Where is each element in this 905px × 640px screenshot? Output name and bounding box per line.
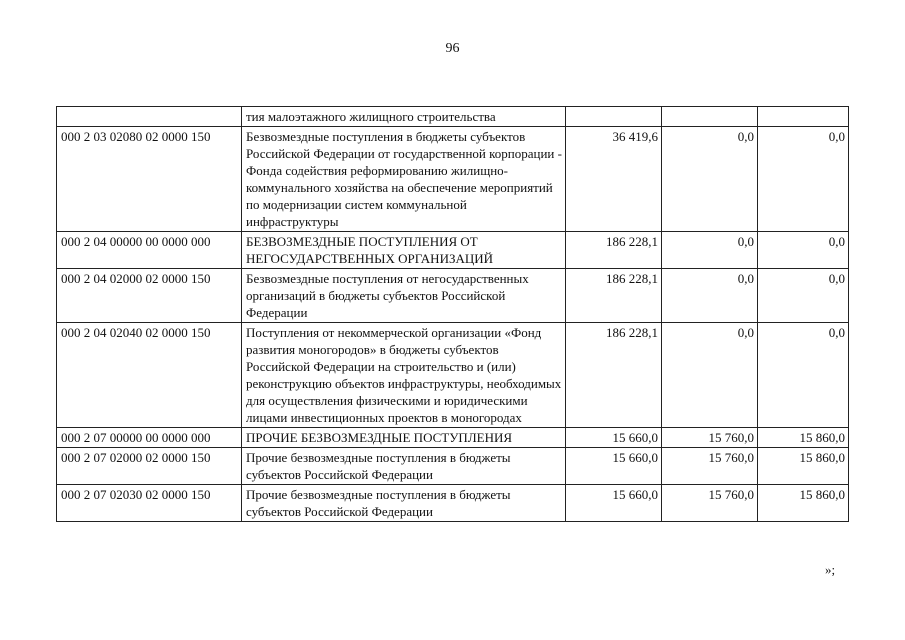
amount-year2-cell: 15 760,0: [662, 448, 758, 485]
amount-year2-cell: 15 760,0: [662, 428, 758, 448]
amount-year3-cell: [758, 107, 849, 127]
amount-year1-cell: 15 660,0: [566, 428, 662, 448]
amount-year2-cell: 0,0: [662, 232, 758, 269]
revenue-name-cell: Прочие безвозмездные поступления в бюджеты субъектов Российской Федерации: [242, 448, 566, 485]
amount-year1-cell: 36 419,6: [566, 127, 662, 232]
revenue-name-cell: тия малоэтажного жилищного строительства: [242, 107, 566, 127]
budget-code-cell: 000 2 07 00000 00 0000 000: [57, 428, 242, 448]
table-row: [57, 269, 849, 323]
amount-year1-cell: [566, 107, 662, 127]
amount-year3-cell: 15 860,0: [758, 448, 849, 485]
amount-year3-cell: 0,0: [758, 127, 849, 232]
revenue-name-cell: ПРОЧИЕ БЕЗВОЗМЕЗДНЫЕ ПОСТУПЛЕНИЯ: [242, 428, 566, 448]
amount-year3-cell: 15 860,0: [758, 428, 849, 448]
budget-code-cell: 000 2 04 00000 00 0000 000: [57, 232, 242, 269]
amount-year3-cell: 0,0: [758, 232, 849, 269]
revenue-name-cell: БЕЗВОЗМЕЗДНЫЕ ПОСТУПЛЕНИЯ ОТ НЕГОСУДАРСТВЕННЫХ ОРГАНИЗАЦИЙ: [242, 232, 566, 269]
revenue-name-cell: Поступления от некоммерческой организации «Фонд развития моногородов» в бюджеты субъектов Российской Федерации на строительство и (или) реконструкцию объектов инфраструктуры, необходимых для осуществления физическими и юридическими лицами инвестиционных проектов в моногородах: [242, 323, 566, 428]
page-number: 96: [445, 41, 460, 56]
amount-year1-cell: 15 660,0: [566, 485, 662, 522]
amount-year2-cell: [662, 107, 758, 127]
revenue-name-cell: Безвозмездные поступления от негосударственных организаций в бюджеты субъектов Российской Федерации: [242, 269, 566, 323]
amount-year1-cell: 186 228,1: [566, 323, 662, 428]
amount-year2-cell: 0,0: [662, 127, 758, 232]
budget-code-cell: 000 2 04 02000 02 0000 150: [57, 269, 242, 323]
budget-revenue-table: [56, 106, 849, 522]
amount-year3-cell: 15 860,0: [758, 485, 849, 522]
revenue-name-cell: Безвозмездные поступления в бюджеты субъектов Российской Федерации от государственной корпорации - Фонда содействия реформированию жилищно-коммунального хозяйства на обеспечение мероприятий по модернизации систем коммунальной инфраструктуры: [242, 127, 566, 232]
table-row: [57, 323, 849, 428]
closing-quote-mark: »;: [825, 562, 836, 577]
amount-year2-cell: 0,0: [662, 323, 758, 428]
table-body: [57, 107, 849, 522]
amount-year1-cell: 15 660,0: [566, 448, 662, 485]
amount-year2-cell: 15 760,0: [662, 485, 758, 522]
table-row: [57, 428, 849, 448]
table-row: [57, 448, 849, 485]
table-row: [57, 485, 849, 522]
budget-code-cell: 000 2 07 02030 02 0000 150: [57, 485, 242, 522]
budget-code-cell: 000 2 07 02000 02 0000 150: [57, 448, 242, 485]
amount-year3-cell: 0,0: [758, 323, 849, 428]
table-row: [57, 107, 849, 127]
table-row: [57, 232, 849, 269]
amount-year1-cell: 186 228,1: [566, 269, 662, 323]
table-row: [57, 127, 849, 232]
revenue-name-cell: Прочие безвозмездные поступления в бюджеты субъектов Российской Федерации: [242, 485, 566, 522]
budget-code-cell: [57, 107, 242, 127]
amount-year3-cell: 0,0: [758, 269, 849, 323]
amount-year1-cell: 186 228,1: [566, 232, 662, 269]
amount-year2-cell: 0,0: [662, 269, 758, 323]
budget-code-cell: 000 2 03 02080 02 0000 150: [57, 127, 242, 232]
budget-code-cell: 000 2 04 02040 02 0000 150: [57, 323, 242, 428]
